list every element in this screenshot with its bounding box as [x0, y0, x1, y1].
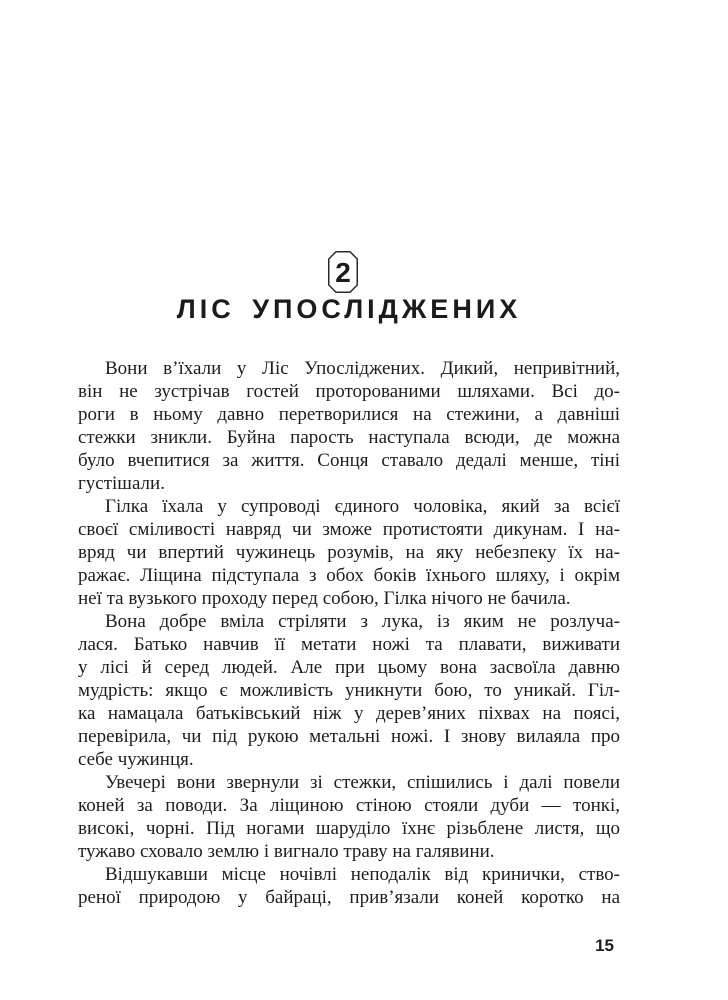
text-line: перевірила, чи під рукою метальні ножі. І знову вилаяла про — [78, 726, 620, 747]
paragraph-1 — [78, 357, 620, 495]
body-text — [78, 357, 620, 909]
text-line: неї та вузького проходу перед собою, Гілка нічого не бачила. — [78, 588, 571, 609]
text-line: коней за поводи. За ліщиною стіною стояли дуби — тонкі, — [78, 795, 620, 816]
paragraph-3 — [78, 610, 620, 771]
text-line: своєї сміливості навряд чи зможе протистояти дикунам. І на- — [78, 519, 620, 540]
text-line: вряд чи впертий чужинець розумів, на яку небезпеку їх на- — [78, 542, 620, 563]
paragraph-4 — [78, 771, 620, 863]
text-line: тужаво сховало землю і вигнало траву на галявини. — [78, 841, 495, 862]
text-line: було вчепитися за життя. Сонця ставало дедалі менше, тіні — [78, 450, 620, 471]
paragraph-2 — [78, 495, 620, 610]
text-line: Відшукавши місце ночівлі неподалік від кринички, ство- — [105, 864, 620, 885]
text-line: себе чужинця. — [78, 749, 194, 770]
text-line: Гілка їхала у супроводі єдиного чоловіка, який за всієї — [105, 496, 620, 517]
chapter-title: ЛІС УПОСЛІДЖЕНИХ — [176, 294, 522, 324]
paragraph-5 — [78, 863, 620, 909]
chapter-number: 2 — [335, 256, 351, 288]
text-line: густішали. — [78, 473, 165, 494]
text-line: Вони в’їхали у Ліс Упосліджених. Дикий, непривітний, — [105, 358, 620, 379]
chapter-number-badge — [328, 251, 358, 293]
text-line: реної природою у байраці, прив’язали коней коротко на — [78, 887, 620, 908]
text-line: високі, чорні. Під ногами шаруділо їхнє різьблене листя, що — [78, 818, 620, 839]
text-line: лася. Батько навчив її метати ножі та плавати, виживати — [78, 634, 620, 655]
page-number: 15 — [595, 936, 614, 955]
text-line: Вона добре вміла стріляти з лука, із яким не розлуча- — [105, 611, 620, 632]
text-line: ражає. Ліщина підступала з обох боків їхнього шляху, і окрім — [78, 565, 620, 586]
text-line: ка намацала батьківський ніж у дерев’яних піхвах на поясі, — [78, 703, 620, 724]
text-line: Увечері вони звернули зі стежки, спішились і далі повели — [105, 772, 620, 793]
text-line: у лісі й серед людей. Але при цьому вона засвоїла давню — [78, 657, 620, 678]
text-line: роги в ньому давно перетворилися на стежини, а давніші — [78, 404, 620, 425]
text-line: стежки зникли. Буйна парость наступала всюди, де можна — [78, 427, 620, 448]
text-line: мудрість: якщо є можливість уникнути бою, то уникай. Гіл- — [78, 680, 620, 701]
text-line: він не зустрічав гостей проторованими шляхами. Всі до- — [78, 381, 620, 402]
